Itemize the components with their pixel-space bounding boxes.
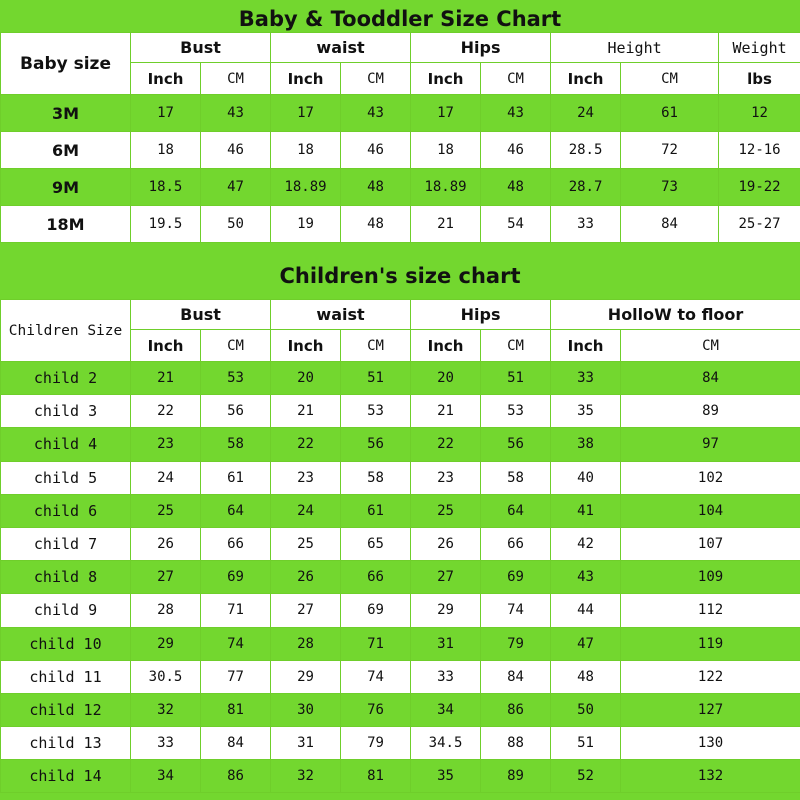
children-row-size: child 13 — [1, 727, 131, 760]
cell: 20 — [411, 362, 481, 395]
cell: 48 — [341, 206, 411, 243]
cell: 29 — [271, 660, 341, 693]
cell: 30 — [271, 693, 341, 726]
cell: 48 — [341, 169, 411, 206]
cell: 27 — [411, 561, 481, 594]
cell: 27 — [271, 594, 341, 627]
table-row — [1, 760, 800, 793]
cell: 84 — [621, 206, 719, 243]
cell: 25-27 — [719, 206, 800, 243]
cell: 71 — [341, 627, 411, 660]
baby-unit-3: CM — [341, 63, 411, 95]
cell: 24 — [551, 95, 621, 132]
cell: 58 — [201, 428, 271, 461]
cell: 56 — [481, 428, 551, 461]
children-group-hollow: HolloW to floor — [551, 300, 800, 330]
cell: 119 — [621, 627, 800, 660]
cell: 22 — [411, 428, 481, 461]
children-size-table — [0, 299, 800, 793]
cell: 26 — [131, 527, 201, 560]
cell: 41 — [551, 494, 621, 527]
cell: 43 — [481, 95, 551, 132]
table-row — [1, 727, 800, 760]
cell: 21 — [411, 395, 481, 428]
table-row — [1, 494, 800, 527]
children-unit-6: Inch — [551, 330, 621, 362]
baby-chart-title: Baby & Tooddler Size Chart — [238, 7, 562, 31]
cell: 18 — [271, 132, 341, 169]
cell: 25 — [411, 494, 481, 527]
cell: 47 — [551, 627, 621, 660]
table-row — [1, 132, 800, 169]
section-spacer — [0, 243, 800, 255]
cell: 81 — [341, 760, 411, 793]
children-row-size: child 6 — [1, 494, 131, 527]
cell: 79 — [341, 727, 411, 760]
cell: 20 — [271, 362, 341, 395]
cell: 88 — [481, 727, 551, 760]
cell: 71 — [201, 594, 271, 627]
children-unit-1: CM — [201, 330, 271, 362]
cell: 77 — [201, 660, 271, 693]
baby-unit-4: Inch — [411, 63, 481, 95]
children-unit-2: Inch — [271, 330, 341, 362]
cell: 102 — [621, 461, 800, 494]
baby-unit-7: CM — [621, 63, 719, 95]
cell: 19.5 — [131, 206, 201, 243]
children-unit-7: CM — [621, 330, 800, 362]
children-row-size: child 5 — [1, 461, 131, 494]
cell: 127 — [621, 693, 800, 726]
children-group-hips: Hips — [411, 300, 551, 330]
cell: 64 — [481, 494, 551, 527]
cell: 66 — [201, 527, 271, 560]
cell: 33 — [131, 727, 201, 760]
cell: 35 — [551, 395, 621, 428]
cell: 18 — [131, 132, 201, 169]
cell: 32 — [131, 693, 201, 726]
cell: 26 — [271, 561, 341, 594]
cell: 47 — [201, 169, 271, 206]
cell: 28.5 — [551, 132, 621, 169]
cell: 130 — [621, 727, 800, 760]
cell: 66 — [481, 527, 551, 560]
cell: 56 — [201, 395, 271, 428]
children-unit-5: CM — [481, 330, 551, 362]
cell: 43 — [551, 561, 621, 594]
children-row-size: child 4 — [1, 428, 131, 461]
cell: 86 — [201, 760, 271, 793]
children-group-bust: Bust — [131, 300, 271, 330]
children-row-size: child 14 — [1, 760, 131, 793]
children-row-size: child 8 — [1, 561, 131, 594]
children-row-size: child 9 — [1, 594, 131, 627]
table-row — [1, 693, 800, 726]
cell: 109 — [621, 561, 800, 594]
cell: 132 — [621, 760, 800, 793]
cell: 30.5 — [131, 660, 201, 693]
cell: 64 — [201, 494, 271, 527]
cell: 53 — [341, 395, 411, 428]
children-row-size: child 10 — [1, 627, 131, 660]
baby-group-height: Height — [551, 33, 719, 63]
baby-row-size: 18M — [1, 206, 131, 243]
cell: 72 — [621, 132, 719, 169]
cell: 65 — [341, 527, 411, 560]
cell: 51 — [341, 362, 411, 395]
cell: 26 — [411, 527, 481, 560]
cell: 69 — [341, 594, 411, 627]
table-row — [1, 206, 800, 243]
cell: 53 — [481, 395, 551, 428]
cell: 34 — [411, 693, 481, 726]
cell: 42 — [551, 527, 621, 560]
cell: 54 — [481, 206, 551, 243]
cell: 61 — [201, 461, 271, 494]
cell: 33 — [551, 362, 621, 395]
baby-row-size: 3M — [1, 95, 131, 132]
cell: 12 — [719, 95, 800, 132]
cell: 38 — [551, 428, 621, 461]
baby-unit-2: Inch — [271, 63, 341, 95]
table-row — [1, 627, 800, 660]
cell: 89 — [481, 760, 551, 793]
table-row — [1, 594, 800, 627]
cell: 21 — [131, 362, 201, 395]
cell: 51 — [481, 362, 551, 395]
cell: 28.7 — [551, 169, 621, 206]
cell: 33 — [411, 660, 481, 693]
cell: 52 — [551, 760, 621, 793]
cell: 18.89 — [271, 169, 341, 206]
cell: 84 — [201, 727, 271, 760]
baby-unit-1: CM — [201, 63, 271, 95]
children-header-groups — [1, 300, 800, 330]
table-row — [1, 461, 800, 494]
cell: 18 — [411, 132, 481, 169]
table-row — [1, 169, 800, 206]
cell: 50 — [551, 693, 621, 726]
cell: 122 — [621, 660, 800, 693]
baby-group-weight: Weight — [719, 33, 800, 63]
cell: 35 — [411, 760, 481, 793]
baby-unit-8: lbs — [719, 63, 800, 95]
table-row — [1, 428, 800, 461]
cell: 18.89 — [411, 169, 481, 206]
children-chart-title: Children's size chart — [279, 264, 521, 288]
cell: 23 — [131, 428, 201, 461]
cell: 81 — [201, 693, 271, 726]
baby-group-bust: Bust — [131, 33, 271, 63]
cell: 61 — [341, 494, 411, 527]
cell: 84 — [481, 660, 551, 693]
cell: 97 — [621, 428, 800, 461]
baby-row-size: 9M — [1, 169, 131, 206]
table-row — [1, 95, 800, 132]
cell: 21 — [411, 206, 481, 243]
cell: 89 — [621, 395, 800, 428]
cell: 46 — [341, 132, 411, 169]
cell: 104 — [621, 494, 800, 527]
table-row — [1, 660, 800, 693]
baby-group-waist: waist — [271, 33, 411, 63]
cell: 51 — [551, 727, 621, 760]
cell: 21 — [271, 395, 341, 428]
cell: 22 — [271, 428, 341, 461]
cell: 31 — [411, 627, 481, 660]
children-row-size: child 2 — [1, 362, 131, 395]
cell: 34.5 — [411, 727, 481, 760]
cell: 69 — [201, 561, 271, 594]
children-row-size: child 12 — [1, 693, 131, 726]
cell: 25 — [271, 527, 341, 560]
table-row — [1, 561, 800, 594]
cell: 31 — [271, 727, 341, 760]
cell: 24 — [131, 461, 201, 494]
baby-unit-0: Inch — [131, 63, 201, 95]
table-row — [1, 395, 800, 428]
cell: 23 — [271, 461, 341, 494]
cell: 44 — [551, 594, 621, 627]
cell: 76 — [341, 693, 411, 726]
baby-size-table — [0, 32, 800, 243]
cell: 86 — [481, 693, 551, 726]
baby-group-hips: Hips — [411, 33, 551, 63]
cell: 17 — [271, 95, 341, 132]
cell: 66 — [341, 561, 411, 594]
children-row-size: child 7 — [1, 527, 131, 560]
cell: 46 — [481, 132, 551, 169]
cell: 48 — [551, 660, 621, 693]
children-unit-4: Inch — [411, 330, 481, 362]
cell: 32 — [271, 760, 341, 793]
baby-corner-label: Baby size — [1, 33, 131, 95]
cell: 74 — [341, 660, 411, 693]
cell: 27 — [131, 561, 201, 594]
cell: 58 — [341, 461, 411, 494]
cell: 84 — [621, 362, 800, 395]
cell: 69 — [481, 561, 551, 594]
cell: 73 — [621, 169, 719, 206]
cell: 34 — [131, 760, 201, 793]
cell: 46 — [201, 132, 271, 169]
cell: 58 — [481, 461, 551, 494]
cell: 79 — [481, 627, 551, 660]
cell: 24 — [271, 494, 341, 527]
table-row — [1, 527, 800, 560]
cell: 107 — [621, 527, 800, 560]
children-row-size: child 3 — [1, 395, 131, 428]
cell: 40 — [551, 461, 621, 494]
cell: 19 — [271, 206, 341, 243]
cell: 19-22 — [719, 169, 800, 206]
baby-header-groups — [1, 33, 800, 63]
cell: 48 — [481, 169, 551, 206]
cell: 18.5 — [131, 169, 201, 206]
cell: 43 — [201, 95, 271, 132]
cell: 74 — [201, 627, 271, 660]
children-unit-0: Inch — [131, 330, 201, 362]
cell: 17 — [131, 95, 201, 132]
table-row — [1, 362, 800, 395]
cell: 43 — [341, 95, 411, 132]
baby-unit-6: Inch — [551, 63, 621, 95]
baby-unit-5: CM — [481, 63, 551, 95]
cell: 22 — [131, 395, 201, 428]
children-row-size: child 11 — [1, 660, 131, 693]
children-unit-3: CM — [341, 330, 411, 362]
cell: 29 — [411, 594, 481, 627]
cell: 23 — [411, 461, 481, 494]
cell: 61 — [621, 95, 719, 132]
cell: 17 — [411, 95, 481, 132]
cell: 12-16 — [719, 132, 800, 169]
cell: 28 — [271, 627, 341, 660]
cell: 29 — [131, 627, 201, 660]
cell: 112 — [621, 594, 800, 627]
baby-row-size: 6M — [1, 132, 131, 169]
cell: 53 — [201, 362, 271, 395]
cell: 25 — [131, 494, 201, 527]
cell: 33 — [551, 206, 621, 243]
children-corner-label: Children Size — [1, 300, 131, 362]
cell: 74 — [481, 594, 551, 627]
cell: 50 — [201, 206, 271, 243]
cell: 28 — [131, 594, 201, 627]
children-group-waist: waist — [271, 300, 411, 330]
cell: 56 — [341, 428, 411, 461]
